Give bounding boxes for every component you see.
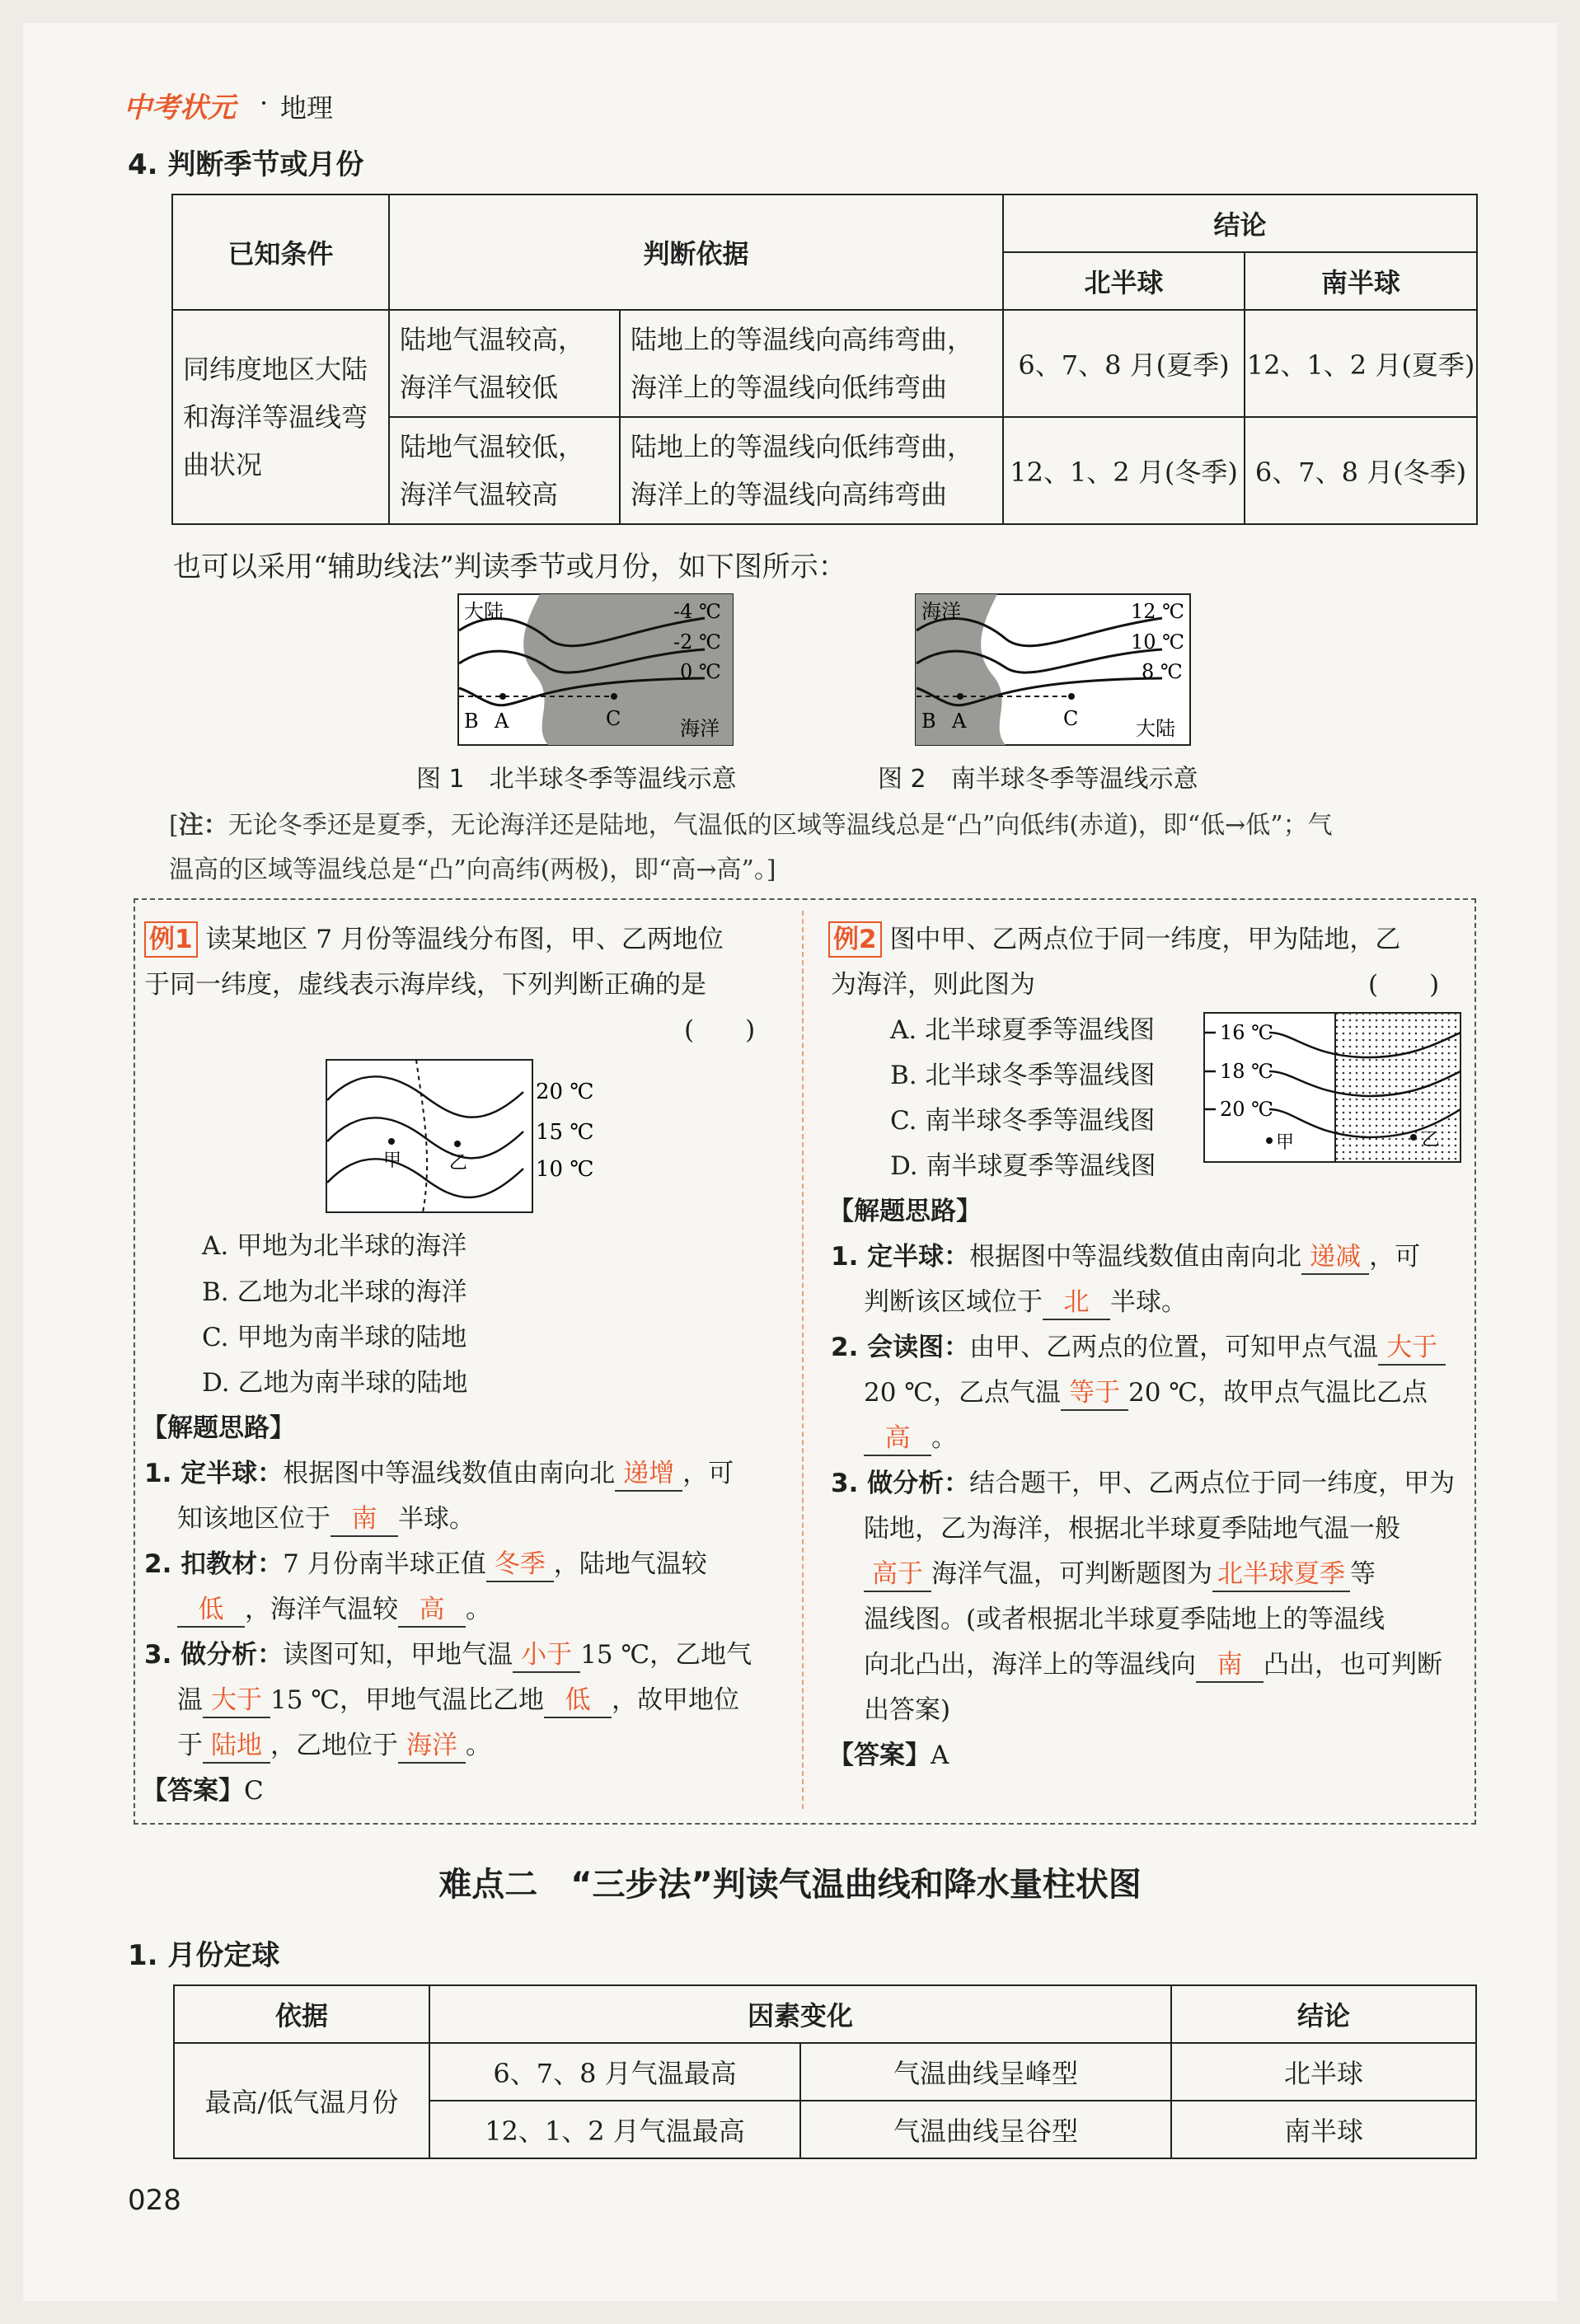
cell-basis: 陆地上的等温线向低纬弯曲，海洋上的等温线向高纬弯曲 (620, 417, 1003, 524)
ex1-q2: 于同一纬度，虚线表示海岸线，下列判断正确的是 (144, 970, 706, 1000)
ex1-tag: 例1 (144, 921, 198, 958)
ex2-figure (1203, 1012, 1463, 1164)
ex1-answer (142, 1774, 264, 1807)
fig2-b: B (921, 710, 936, 733)
ex1-option-d: D. 乙地为南半球的陆地 (202, 1368, 468, 1398)
ex2-s2-text: 由甲、乙两点的位置，可知甲点气温 (969, 1333, 1379, 1362)
ex1-s2-label: 2. 扣教材： (144, 1549, 284, 1579)
ex1-label-jia: 甲 (383, 1150, 402, 1171)
note-line2: 温高的区域等温线总是“凸”向高纬(两极)，即“高→高”。] (169, 855, 776, 884)
fig1-land-label: 大陆 (464, 600, 504, 623)
ex2-option-a: A. 北半球夏季等温线图 (890, 1015, 1156, 1045)
ex1-step3-line2 (177, 1684, 739, 1718)
ex1-step3-line1 (144, 1638, 752, 1673)
ex1-step1-line2 (177, 1502, 475, 1537)
ex2-step3-line5 (864, 1648, 1442, 1683)
header-separator: · (260, 87, 269, 119)
ex2-s3-text: 海洋气温，可判断题图为 (931, 1559, 1212, 1589)
ex1-s3-text: 15 ℃，甲地气温比乙地 (270, 1685, 544, 1715)
ex1-t20: 20 ℃ (536, 1080, 594, 1104)
fig2-land-label: 大陆 (1136, 717, 1175, 740)
cell-basis: 最高/低气温月份 (174, 2043, 429, 2158)
fig1-point-a (499, 693, 506, 700)
ex2-step3-line6: 出答案) (864, 1695, 951, 1725)
ex1-label-yi: 乙 (449, 1153, 468, 1174)
ex1-s3-text: 15 ℃，乙地气 (580, 1640, 752, 1670)
ex2-answer (828, 1739, 949, 1772)
ex2-point-yi (1410, 1134, 1417, 1141)
fig2-point-a (957, 693, 963, 700)
ex2-q2: 为海洋，则此图为 (831, 970, 1035, 1000)
ex1-s3-text: 温 (177, 1685, 203, 1715)
th-south: 南半球 (1245, 252, 1477, 310)
ex2-label-yi: 乙 (1422, 1130, 1441, 1150)
cell-basis: 陆地上的等温线向高纬弯曲，海洋上的等温线向低纬弯曲 (620, 310, 1003, 417)
ex2-option-c: C. 南半球冬季等温线图 (890, 1106, 1156, 1136)
ex2-sea-area (1335, 1013, 1460, 1162)
ex1-s1-blank: 南 (331, 1502, 398, 1537)
ex2-s2-label: 2. 会读图： (831, 1333, 970, 1362)
ex1-option-b: B. 乙地为北半球的海洋 (202, 1277, 467, 1307)
difficulty2-title: 难点二 “三步法”判读气温曲线和降水量柱状图 (438, 1866, 1142, 1904)
cell-curve: 气温曲线呈峰型 (800, 2043, 1171, 2101)
cell-curve: 气温曲线呈谷型 (800, 2101, 1171, 2158)
note: [注：无论冬季还是夏季，无论海洋还是陆地，气温低的区域等温线总是“凸”向低纬(赤道)，即“低→低”；气 温高的区域等温线总是“凸”向高纬(两极)，即“高→高”。] (169, 804, 1479, 893)
cell-south: 6、7、8 月(冬季) (1245, 417, 1477, 524)
ex2-s2-blank: 等于 (1061, 1376, 1128, 1411)
ex2-label-jia: 甲 (1276, 1132, 1295, 1153)
ex2-s3-text: 结合题干，甲、乙两点位于同一纬度，甲为 (969, 1469, 1456, 1498)
fig2-a: A (952, 710, 967, 733)
ex2-step3-line1 (831, 1467, 1455, 1500)
ex2-s2-text: 。 (931, 1423, 957, 1453)
ex2-s2-text: 20 ℃，乙点气温 (864, 1378, 1061, 1408)
ex2-tag: 例2 (828, 921, 882, 958)
th-basis: 判断依据 (389, 194, 1003, 310)
ex1-s3-text: 读图可知，甲地气温 (283, 1640, 513, 1670)
ex2-answer-paren: ( ) (1368, 970, 1440, 1000)
fig2-t2: 10 ℃ (1131, 630, 1185, 654)
cell-north: 6、7、8 月(夏季) (1003, 310, 1245, 417)
ex2-s3-text: 等 (1350, 1559, 1376, 1589)
ex2-s1-text: ，可 (1369, 1242, 1421, 1272)
cell-north: 12、1、2 月(冬季) (1003, 417, 1245, 524)
fig1-t3: 0 ℃ (680, 660, 721, 683)
th-known: 已知条件 (172, 194, 389, 310)
ex2-step3-line2: 陆地，乙为海洋，根据北半球夏季陆地气温一般 (864, 1514, 1400, 1544)
ex1-s1-text: ，可 (682, 1459, 734, 1488)
ex1-s3-blank: 小于 (513, 1638, 580, 1673)
th-factor: 因素变化 (429, 1985, 1171, 2043)
ex2-t20: 20 ℃ (1220, 1098, 1274, 1121)
examples-divider (802, 911, 804, 1809)
cell-result: 南半球 (1171, 2101, 1476, 2158)
aux-method-text: 也可以采用“辅助线法”判读季节或月份，如下图所示： (173, 551, 846, 583)
ex1-answer-paren: ( ) (684, 1015, 756, 1045)
ex1-question-line1 (144, 921, 724, 958)
ex2-option-d: D. 南半球夏季等温线图 (890, 1151, 1156, 1181)
cell-result: 北半球 (1171, 2043, 1476, 2101)
ex2-step2-line3 (864, 1422, 957, 1456)
ex1-s2-blank: 冬季 (486, 1548, 554, 1582)
ex2-step3-line3 (864, 1558, 1376, 1592)
th-north: 北半球 (1003, 252, 1245, 310)
figure-2 (915, 593, 1191, 746)
ex1-fig-frame (326, 1060, 532, 1212)
page-number: 028 (128, 2184, 181, 2217)
ex2-t18: 18 ℃ (1220, 1060, 1274, 1083)
ex1-s1-text: 半球。 (398, 1504, 475, 1534)
ex1-s2-text: 。 (466, 1595, 491, 1624)
ex2-s2-text: 20 ℃，故甲点气温比乙点 (1128, 1378, 1428, 1408)
ex2-question-line1 (828, 921, 1400, 958)
fig1-point-c (611, 693, 617, 700)
ex1-t15: 15 ℃ (536, 1120, 594, 1145)
fig2-t1: 12 ℃ (1131, 600, 1185, 623)
ex1-s2-text: ，陆地气温较 (553, 1549, 707, 1579)
ex2-s1-blank: 北 (1043, 1286, 1110, 1320)
ex1-step2-line1 (144, 1548, 707, 1582)
ex1-s2-blank: 高 (398, 1593, 466, 1628)
ex1-answer-label: 【答案】 (142, 1776, 244, 1806)
difficulty2-subtitle: 1. 月份定球 (128, 1939, 280, 1972)
ex2-s1-label: 1. 定半球： (831, 1242, 970, 1272)
ex1-option-c: C. 甲地为南半球的陆地 (202, 1323, 467, 1352)
ex2-q1: 图中甲、乙两点位于同一纬度，甲为陆地，乙 (889, 925, 1401, 954)
fig1-c: C (606, 707, 621, 730)
ex1-s2-blank: 低 (177, 1593, 245, 1628)
ex1-t10: 10 ℃ (536, 1157, 594, 1182)
note-line1: 无论冬季还是夏季，无论海洋还是陆地，气温低的区域等温线总是“凸”向低纬(赤道)，即“低→低”；气 (227, 811, 1333, 840)
ex2-s2-blank: 大于 (1378, 1331, 1446, 1366)
fig1-a: A (495, 710, 509, 733)
cell-condition: 同纬度地区大陆和海洋等温线弯曲状况 (172, 310, 389, 524)
ex1-point-yi (454, 1141, 461, 1147)
ex2-step2-line1 (831, 1331, 1446, 1366)
ex2-s3-text: 向北凸出，海洋上的等温线向 (864, 1650, 1196, 1680)
ex2-s3-text: 凸出，也可判断 (1264, 1650, 1442, 1680)
ex1-s3-label: 3. 做分析： (144, 1640, 284, 1670)
ex1-s2-text: 7 月份南半球正值 (283, 1549, 486, 1579)
ex2-s1-text: 根据图中等温线数值由南向北 (969, 1242, 1302, 1272)
fig2-point-c (1068, 693, 1075, 700)
ex1-step2-line2 (177, 1593, 491, 1628)
ex2-step1-line1 (831, 1240, 1420, 1275)
ex2-s1-text: 半球。 (1110, 1287, 1187, 1317)
th-conclusion: 结论 (1171, 1985, 1476, 2043)
fig1-t2: -2 ℃ (673, 630, 721, 654)
ex1-step1-line1 (144, 1457, 734, 1492)
ex2-step2-line2 (864, 1376, 1428, 1411)
fig1-b: B (464, 710, 479, 733)
ex1-s3-blank: 海洋 (398, 1729, 466, 1764)
cell-months: 12、1、2 月气温最高 (429, 2101, 800, 2158)
ex2-s1-text: 判断该区域位于 (864, 1287, 1043, 1317)
brand-logo: 中考状元 (124, 91, 236, 124)
fig2-caption: 图 2 南半球冬季等温线示意 (878, 765, 1198, 794)
fig2-t3: 8 ℃ (1142, 660, 1183, 683)
ex1-s3-text: 于 (177, 1731, 203, 1760)
ex1-s1-label: 1. 定半球： (144, 1459, 284, 1488)
ex1-s3-blank: 陆地 (203, 1729, 270, 1764)
cell-months: 6、7、8 月气温最高 (429, 2043, 800, 2101)
ex1-s3-text: ，乙地位于 (270, 1731, 398, 1760)
ex2-thinking: 【解题思路】 (828, 1197, 982, 1226)
ex1-thinking: 【解题思路】 (142, 1413, 295, 1443)
ex1-point-jia (388, 1138, 395, 1145)
ex1-s2-text: ，海洋气温较 (245, 1595, 398, 1624)
ex2-s3-blank: 北半球夏季 (1212, 1558, 1350, 1592)
fig2-sea-label: 海洋 (921, 600, 961, 623)
ex2-point-jia (1266, 1137, 1273, 1144)
fig2-c: C (1063, 707, 1079, 730)
figure-1 (457, 593, 734, 746)
ex2-s2-blank: 高 (864, 1422, 931, 1456)
ex2-s1-blank: 递减 (1301, 1240, 1369, 1275)
fig1-t1: -4 ℃ (673, 600, 721, 623)
th-conclusion: 结论 (1003, 194, 1477, 252)
ex2-s3-label: 3. 做分析： (831, 1469, 970, 1498)
ex2-s3-blank: 高于 (864, 1558, 931, 1592)
ex1-option-a: A. 甲地为北半球的海洋 (202, 1231, 467, 1261)
ex1-s1-blank: 递增 (615, 1457, 682, 1492)
ex2-step1-line2 (864, 1286, 1187, 1320)
ex1-figure (326, 1059, 622, 1216)
season-table (171, 194, 1478, 525)
note-label: 注： (178, 811, 228, 840)
cell-south: 12、1、2 月(夏季) (1245, 310, 1477, 417)
ex1-s1-text: 根据图中等温线数值由南向北 (283, 1459, 616, 1488)
ex1-s3-blank: 低 (544, 1684, 612, 1718)
th-basis: 依据 (174, 1985, 429, 2043)
section-title: 4. 判断季节或月份 (128, 148, 364, 181)
ex2-answer-value: A (931, 1741, 949, 1770)
fig1-sea-label: 海洋 (680, 717, 720, 740)
ex1-answer-value: C (244, 1776, 264, 1806)
ex2-s3-blank: 南 (1196, 1648, 1264, 1683)
ex1-s1-text: 知该地区位于 (177, 1504, 331, 1534)
ex2-answer-label: 【答案】 (828, 1741, 931, 1770)
fig1-caption: 图 1 北半球冬季等温线示意 (416, 765, 737, 794)
ex2-option-b: B. 北半球冬季等温线图 (890, 1061, 1156, 1090)
ex1-s3-text: ，故甲地位 (611, 1685, 739, 1715)
ex2-step3-line4: 温线图。(或者根据北半球夏季陆地上的等温线 (864, 1605, 1385, 1634)
ex1-q1: 读某地区 7 月份等温线分布图，甲、乙两地位 (205, 925, 724, 954)
ex1-step3-line3 (177, 1729, 491, 1764)
month-hemisphere-table (173, 1984, 1477, 2159)
ex2-t16: 16 ℃ (1220, 1021, 1274, 1044)
header-subject: 地理 (280, 92, 334, 124)
ex1-s3-text: 。 (466, 1731, 491, 1760)
cell-temp: 陆地气温较高，海洋气温较低 (389, 310, 620, 417)
cell-temp: 陆地气温较低，海洋气温较高 (389, 417, 620, 524)
ex1-s3-blank: 大于 (203, 1684, 270, 1718)
